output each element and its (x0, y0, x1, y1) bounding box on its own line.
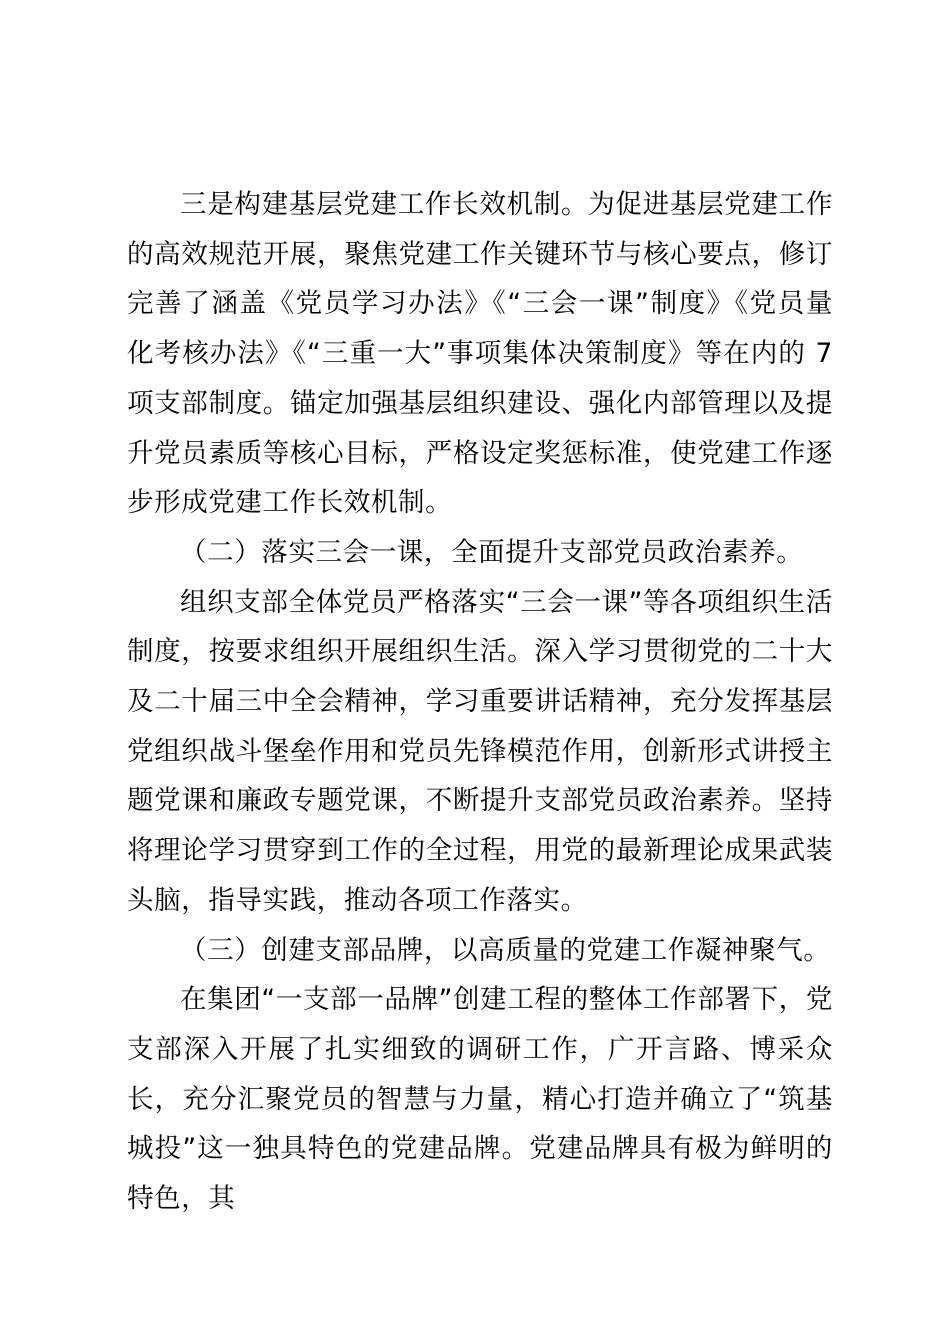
document-body (127, 180, 833, 1224)
section-heading-3: （三）创建支部品牌，以高质量的党建工作凝神聚气。 (180, 934, 831, 966)
paragraph-three-meetings: 组织支部全体党员严格落实“三会一课”等各项组织生活制度，按要求组织开展组织生活。深入学习贯彻党的二十大及二十届三中全会精神，学习重要讲话精神，充分发挥基层党组织战斗堡垒作用和党员先锋模范作用，创新形式讲授主题党课和廉政专题党课，不断提升支部党员政治素养。坚持将理论学习贯穿到工作的全过程，用党的最新理论成果武装头脑，指导实践，推动各项工作落实。 (127, 586, 833, 916)
paragraph-long-term-mechanism: 三是构建基层党建工作长效机制。为促进基层党建工作的高效规范开展，聚焦党建工作关键环节与核心要点，修订完善了涵盖《党员学习办法》《“三会一课”制度》《党员量化考核办法》《“三重一大”事项集体决策制度》等在内的 7 项支部制度。锚定加强基层组织建设、强化内部管理以及提升党员素质等核心目标，严格设定奖惩标准，使党建工作逐步形成党建工作长效机制。 (127, 189, 833, 519)
section-heading-2: （二）落实三会一课，全面提升支部党员政治素养。 (180, 536, 804, 568)
paragraph-branch-brand: 在集团“一支部一品牌”创建工程的整体工作部署下，党支部深入开展了扎实细致的调研工作，广开言路、博采众长，充分汇聚党员的智慧与力量，精心打造并确立了“筑基城投”这一独具特色的党建品牌。党建品牌具有极为鲜明的特色，其 (127, 984, 833, 1215)
